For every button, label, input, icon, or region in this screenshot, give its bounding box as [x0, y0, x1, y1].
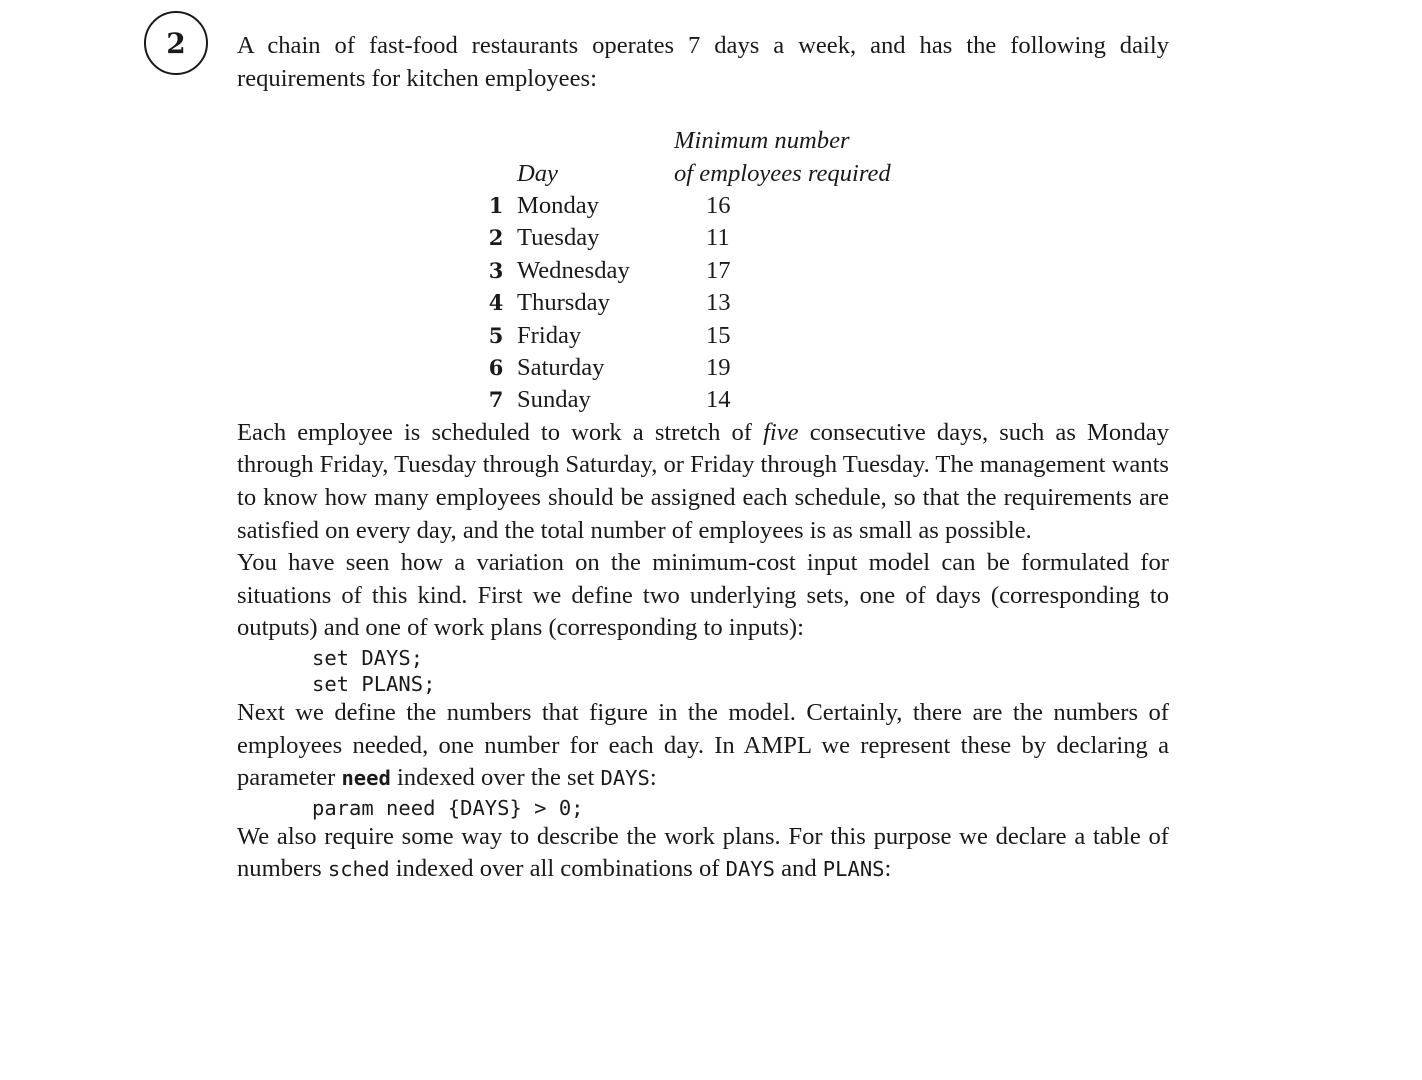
- row-day: Wednesday: [517, 256, 630, 284]
- inline-code-days: DAYS: [725, 857, 775, 882]
- header-day: Day: [517, 159, 558, 187]
- row-day: Thursday: [517, 289, 610, 317]
- sched-paragraph: We also require some way to describe the work plans. For this purpose we declare a table of numbers sched indexed over all combinations of DAYS and PLANS:: [237, 822, 1169, 883]
- problem-number: 2: [166, 26, 186, 60]
- table-header-row: [475, 125, 891, 190]
- row-number: 6: [488, 355, 504, 381]
- inline-code-days: DAYS: [600, 766, 650, 791]
- emphasis-five: five: [763, 418, 799, 446]
- code-line: set PLANS;: [312, 672, 436, 696]
- row-day: Friday: [517, 321, 582, 349]
- table-row: [475, 190, 891, 222]
- row-min: 15: [706, 321, 731, 349]
- model-paragraph: You have seen how a variation on the minimum-cost input model can be formulated for situations of this kind. First we define two underlying sets, one of days (corresponding to outputs) and one of work plans (corresponding to inputs):: [237, 549, 1169, 642]
- row-day: Monday: [517, 192, 599, 219]
- inline-code-sched: sched: [327, 857, 390, 882]
- inline-code-need: need: [341, 766, 391, 791]
- code-line: set DAYS;: [312, 646, 424, 670]
- row-number: 4: [488, 290, 504, 316]
- row-number: 2: [488, 225, 504, 251]
- header-min-line1: Minimum number: [674, 127, 850, 155]
- intro-paragraph: A chain of fast-food restaurants operates 7 days a week, and has the following daily requirements for kitchen employees:: [237, 32, 1169, 92]
- code-block-sets: [237, 645, 1169, 697]
- row-number: 1: [488, 193, 504, 218]
- table-row: [475, 222, 891, 254]
- schedule-paragraph: Each employee is scheduled to work a stretch of five consecutive days, such as Monday through Friday, Tuesday through Saturday, or Friday through Tuesday. The management wants to know how many employees should be assigned each schedule, so that the requirements are satisfied on every day, and the total number of employees is as small as possible.: [237, 418, 1169, 544]
- row-number: 7: [488, 387, 504, 413]
- row-min: 19: [706, 354, 731, 382]
- header-min-employees: [674, 125, 891, 190]
- problem-number-badge: [144, 11, 208, 75]
- row-number: 3: [488, 257, 504, 283]
- row-day: Sunday: [517, 386, 591, 414]
- row-min: 11: [706, 224, 730, 252]
- header-min-line2: of employees required: [674, 159, 891, 187]
- problem-content: [237, 30, 1169, 886]
- table-row: [475, 255, 891, 287]
- table-row: [475, 384, 891, 416]
- row-min: 13: [706, 289, 731, 317]
- row-number: 5: [488, 322, 504, 348]
- row-day: Tuesday: [517, 224, 600, 252]
- row-min: 14: [706, 386, 731, 414]
- code-line: param need {DAYS} > 0;: [312, 795, 584, 820]
- param-paragraph: Next we define the numbers that figure in the model. Certainly, there are the numbers of employees needed, one number for each day. In AMPL we represent these by declaring a parameter need indexed over the set DAYS:: [237, 699, 1169, 792]
- inline-code-plans: PLANS: [822, 857, 885, 882]
- code-block-param: [237, 795, 1169, 821]
- row-min: 17: [706, 256, 731, 284]
- table-row: [475, 320, 891, 352]
- table-row: [475, 287, 891, 319]
- row-min: 16: [706, 192, 731, 219]
- row-day: Saturday: [517, 354, 605, 382]
- table-row: [475, 352, 891, 384]
- requirements-table: [475, 125, 891, 417]
